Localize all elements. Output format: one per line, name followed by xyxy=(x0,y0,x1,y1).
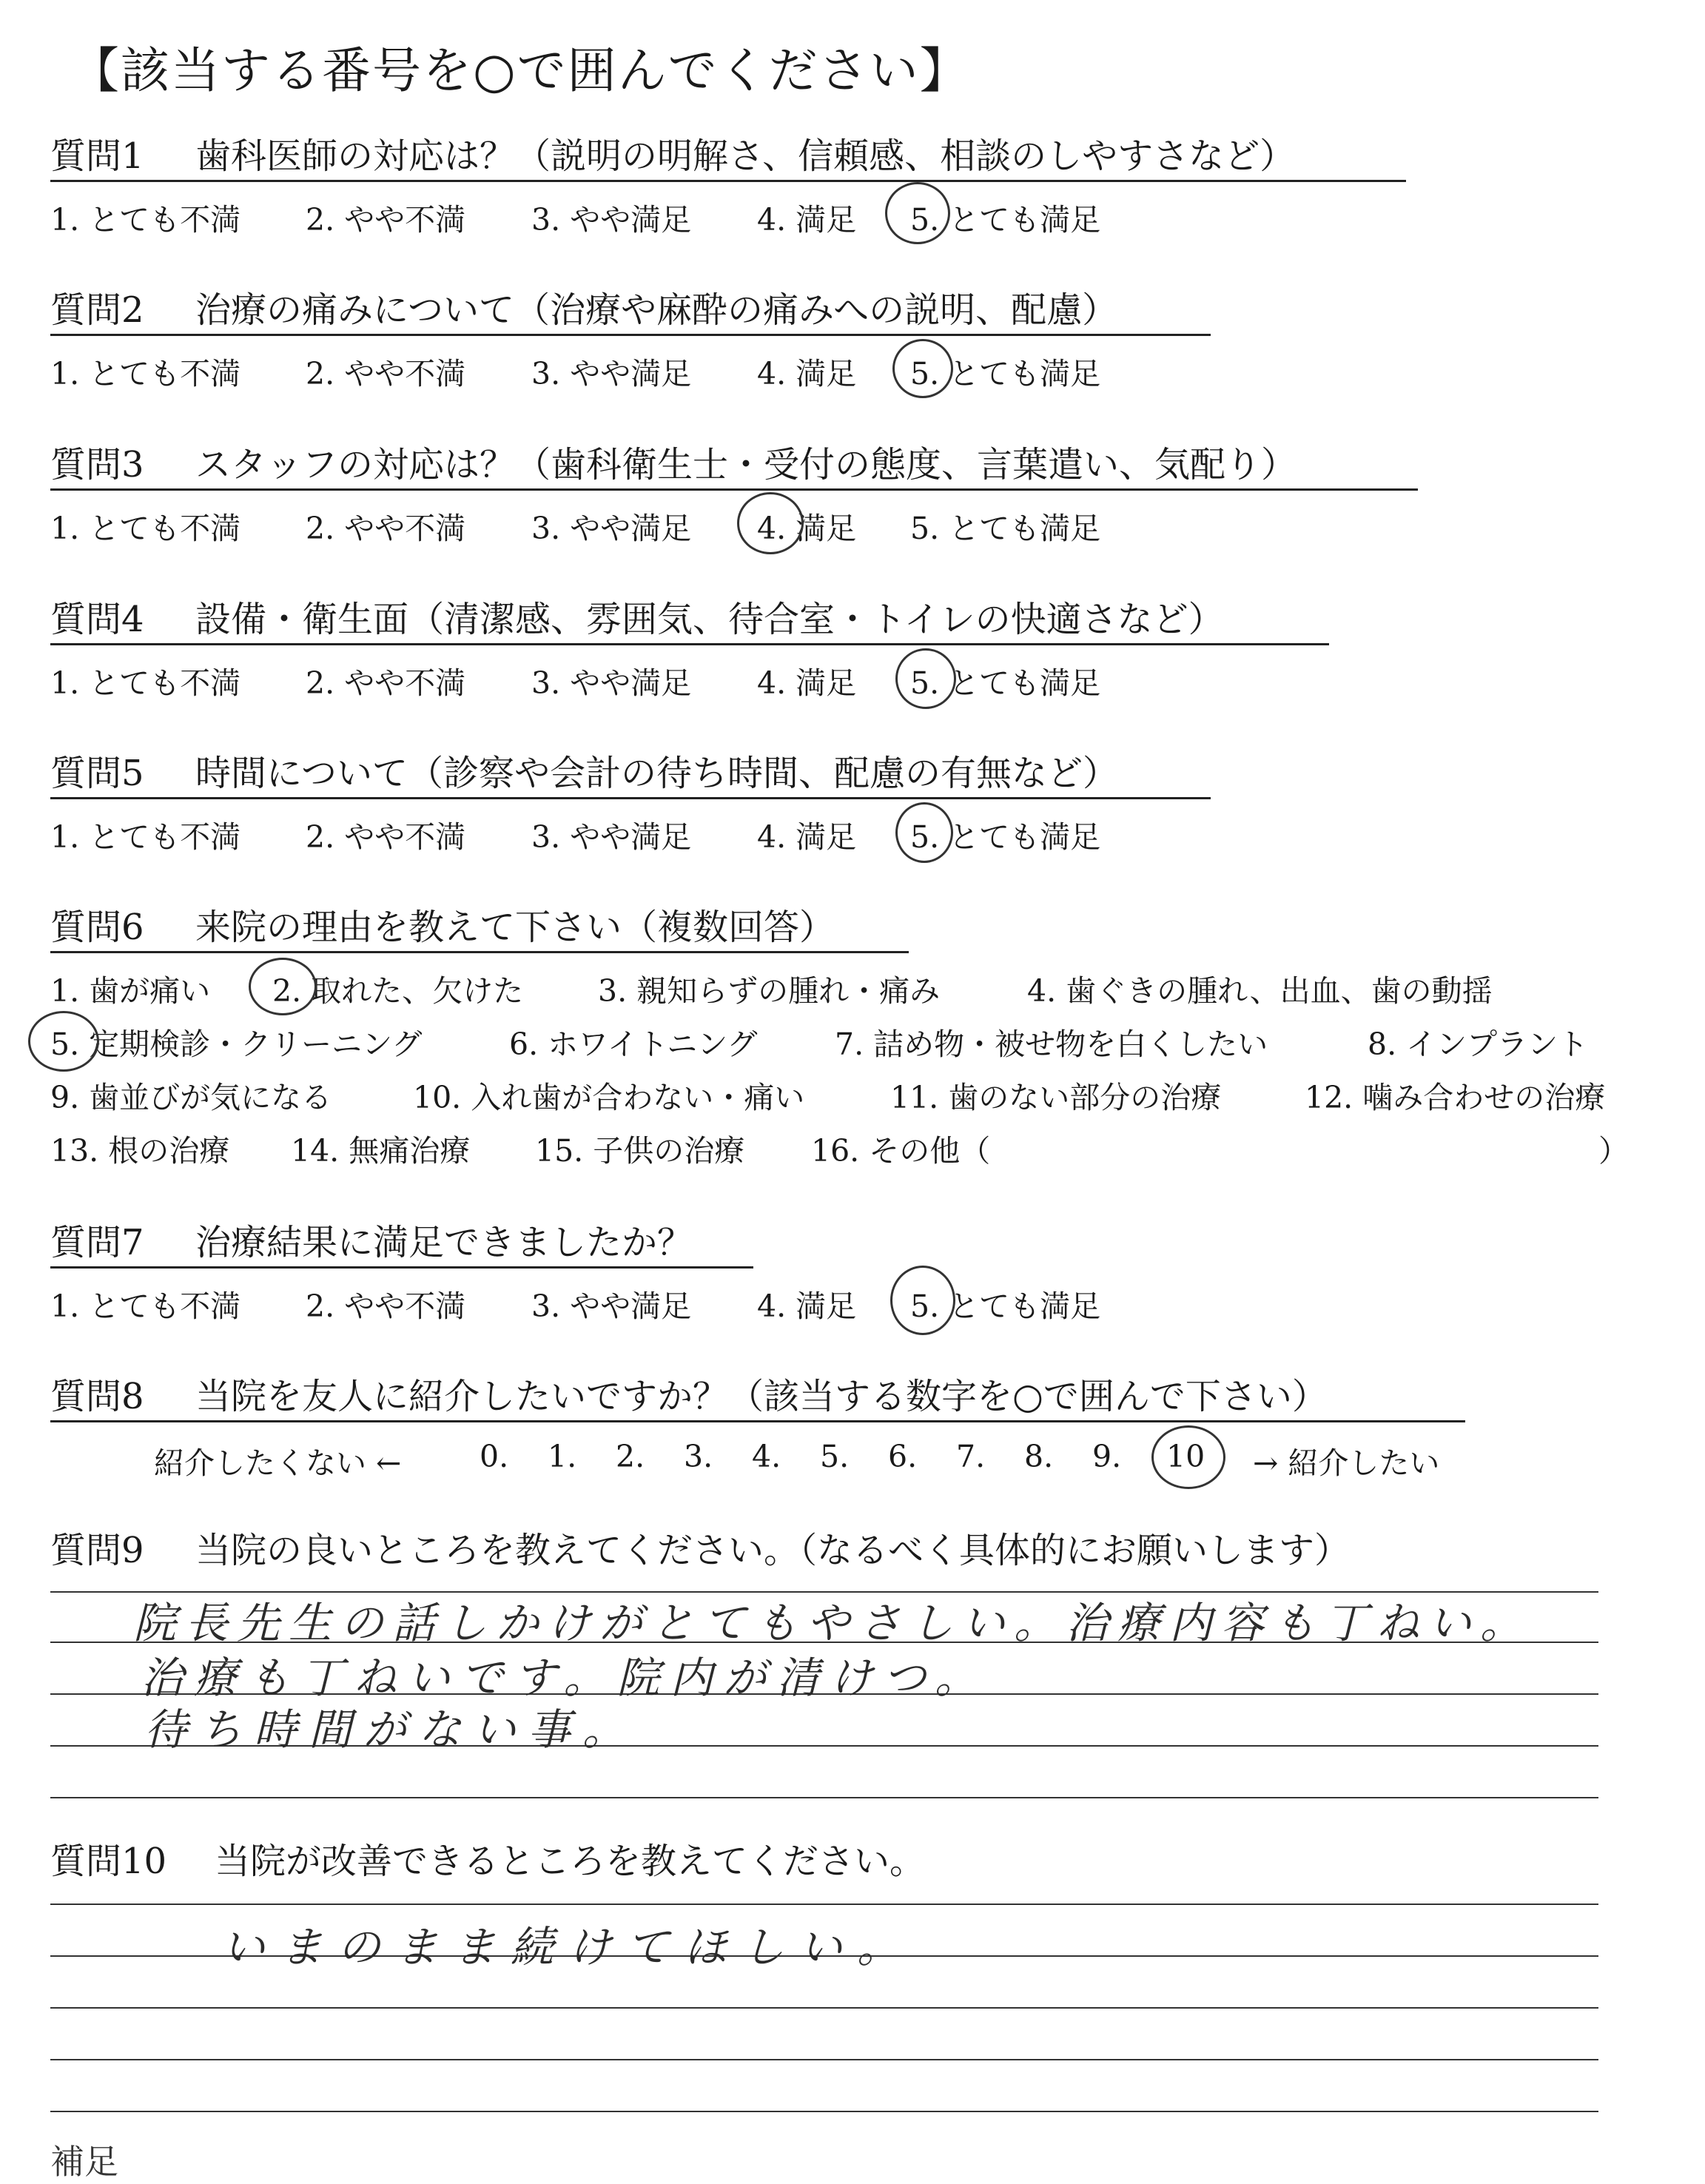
heading-underline xyxy=(50,180,1406,182)
question-heading xyxy=(50,1220,1664,1266)
choice-5[interactable]: 5. とても満足 xyxy=(910,665,1101,701)
scale-right-label: → 紹介したい xyxy=(1253,1445,1440,1481)
answer-line xyxy=(50,1797,1598,1798)
reason-11[interactable]: 11. 歯のない部分の治療 xyxy=(890,1080,1222,1115)
choice-5[interactable]: 5. とても満足 xyxy=(910,819,1101,855)
other-close-paren: ） xyxy=(1598,1133,1629,1169)
reason-12[interactable]: 12. 噛み合わせの治療 xyxy=(1305,1080,1606,1115)
selection-circle xyxy=(28,1011,99,1072)
question-heading xyxy=(50,1838,1664,1884)
choice-1[interactable]: 1. とても不満 xyxy=(50,819,241,855)
question-text: 当院の良いところを教えてください。（なるべく具体的にお願いします） xyxy=(195,1530,1351,1571)
choice-2[interactable]: 2. やや不満 xyxy=(306,511,466,546)
question-number: 質問2 xyxy=(50,289,144,331)
reason-10[interactable]: 10. 入れ歯が合わない・痛い xyxy=(413,1080,805,1115)
choice-5[interactable]: 5. とても満足 xyxy=(910,202,1101,238)
choice-1[interactable]: 1. とても不満 xyxy=(50,511,241,546)
cut-off-footer-text: 補足 xyxy=(50,2142,118,2182)
score-0[interactable]: 0. xyxy=(480,1439,509,1474)
answer-line xyxy=(50,2059,1598,2060)
handwritten-answer-line-1: いまのまま続けてほしい。 xyxy=(222,1922,915,1972)
question-number: 質問6 xyxy=(50,907,144,948)
question-number: 質問3 xyxy=(50,444,144,485)
question-heading xyxy=(50,750,1664,796)
question-number: 質問4 xyxy=(50,599,144,640)
question-heading xyxy=(50,597,1664,642)
selection-circle xyxy=(1151,1425,1225,1489)
choice-row xyxy=(50,659,1664,699)
question-text: 来院の理由を教えて下さい（複数回答） xyxy=(195,907,835,948)
score-5[interactable]: 5. xyxy=(820,1439,850,1474)
question-text: 当院が改善できるところを教えてください。 xyxy=(215,1841,926,1882)
reason-15[interactable]: 15. 子供の治療 xyxy=(535,1133,745,1169)
choice-5[interactable]: 5. とても満足 xyxy=(910,1288,1101,1324)
choice-4[interactable]: 4. 満足 xyxy=(757,356,857,392)
score-2[interactable]: 2. xyxy=(616,1439,645,1474)
selection-circle xyxy=(737,492,804,554)
choice-2[interactable]: 2. やや不満 xyxy=(306,819,466,855)
question-7 xyxy=(50,1220,1664,1322)
choice-1[interactable]: 1. とても不満 xyxy=(50,356,241,392)
question-number: 質問5 xyxy=(50,753,144,794)
score-8[interactable]: 8. xyxy=(1024,1439,1054,1474)
choice-3[interactable]: 3. やや満足 xyxy=(531,202,692,238)
choice-1[interactable]: 1. とても不満 xyxy=(50,1288,241,1324)
score-9[interactable]: 9. xyxy=(1092,1439,1122,1474)
selection-circle xyxy=(885,182,950,244)
score-1[interactable]: 1. xyxy=(548,1439,577,1474)
reason-8[interactable]: 8. インプラント xyxy=(1368,1027,1589,1062)
heading-underline xyxy=(50,488,1418,491)
choice-2[interactable]: 2. やや不満 xyxy=(306,356,466,392)
reason-14[interactable]: 14. 無痛治療 xyxy=(291,1133,471,1169)
selection-circle xyxy=(895,802,953,863)
question-text: 歯科医師の対応は？（説明の明解さ、信頼感、相談のしやすさなど） xyxy=(195,135,1296,177)
choice-row xyxy=(50,1282,1664,1322)
reason-6[interactable]: 6. ホワイトニング xyxy=(509,1027,758,1062)
selection-circle xyxy=(895,648,956,709)
choice-2[interactable]: 2. やや不満 xyxy=(306,202,466,238)
choice-3[interactable]: 3. やや満足 xyxy=(531,356,692,392)
question-heading xyxy=(50,1528,1664,1573)
question-number: 質問7 xyxy=(50,1222,144,1263)
reason-1[interactable]: 1. 歯が痛い xyxy=(50,973,211,1009)
question-heading xyxy=(50,442,1664,488)
choice-3[interactable]: 3. やや満足 xyxy=(531,819,692,855)
question-heading xyxy=(50,1374,1664,1419)
reason-row xyxy=(50,1126,1664,1180)
question-10 xyxy=(50,1838,1664,1884)
choice-4[interactable]: 4. 満足 xyxy=(757,819,857,855)
reason-9[interactable]: 9. 歯並びが気になる xyxy=(50,1080,332,1115)
selection-circle xyxy=(249,958,317,1015)
choice-5[interactable]: 5. とても満足 xyxy=(910,511,1101,546)
recommend-scale xyxy=(50,1439,1664,1480)
choice-row xyxy=(50,813,1664,853)
reason-row xyxy=(50,1073,1664,1126)
question-text: 当院を友人に紹介したいですか？（該当する数字を○で囲んで下さい） xyxy=(195,1376,1328,1417)
choice-3[interactable]: 3. やや満足 xyxy=(531,511,692,546)
question-4 xyxy=(50,597,1664,699)
reason-7[interactable]: 7. 詰め物・被せ物を白くしたい xyxy=(835,1027,1268,1062)
heading-underline xyxy=(50,797,1211,799)
score-3[interactable]: 3. xyxy=(684,1439,713,1474)
choice-5[interactable]: 5. とても満足 xyxy=(910,356,1101,392)
choice-1[interactable]: 1. とても不満 xyxy=(50,665,241,701)
reason-list xyxy=(50,967,1664,1180)
reason-13[interactable]: 13. 根の治療 xyxy=(50,1133,230,1169)
choice-4[interactable]: 4. 満足 xyxy=(757,665,857,701)
question-6 xyxy=(50,904,1664,1180)
question-heading xyxy=(50,133,1664,179)
question-9 xyxy=(50,1528,1664,1573)
question-1 xyxy=(50,133,1664,238)
reason-4[interactable]: 4. 歯ぐきの腫れ、出血、歯の動揺 xyxy=(1027,973,1493,1009)
choice-1[interactable]: 1. とても不満 xyxy=(50,202,241,238)
choice-4[interactable]: 4. 満足 xyxy=(757,511,857,546)
handwritten-answer-line-1: 院長先生の話しかけがとてもやさしい。治療内容も丁ねい。 xyxy=(133,1598,1533,1648)
reason-16[interactable]: 16. その他（ xyxy=(811,1133,991,1169)
reason-row xyxy=(50,1020,1664,1073)
choice-4[interactable]: 4. 満足 xyxy=(757,1288,857,1324)
selection-circle xyxy=(892,339,953,398)
score-6[interactable]: 6. xyxy=(888,1439,918,1474)
selection-circle xyxy=(890,1266,955,1335)
choice-2[interactable]: 2. やや不満 xyxy=(306,1288,466,1324)
question-8 xyxy=(50,1374,1664,1480)
score-4[interactable]: 4. xyxy=(752,1439,781,1474)
choice-row xyxy=(50,504,1664,544)
question-number: 質問10 xyxy=(50,1841,167,1882)
choice-3[interactable]: 3. やや満足 xyxy=(531,1288,692,1324)
heading-underline xyxy=(50,1266,753,1269)
reason-3[interactable]: 3. 親知らずの腫れ・痛み xyxy=(598,973,941,1009)
heading-underline xyxy=(50,951,909,953)
reason-row xyxy=(50,967,1664,1020)
heading-underline xyxy=(50,334,1211,336)
question-number: 質問8 xyxy=(50,1376,144,1417)
heading-underline xyxy=(50,643,1329,645)
choice-row xyxy=(50,195,1664,238)
reason-2[interactable]: 2. 取れた、欠けた xyxy=(272,973,524,1009)
question-number: 質問1 xyxy=(50,135,144,177)
score-7[interactable]: 7. xyxy=(956,1439,986,1474)
question-3 xyxy=(50,442,1664,544)
question-heading xyxy=(50,904,1664,950)
choice-row xyxy=(50,349,1664,392)
scale-left-label: 紹介したくない ← xyxy=(154,1445,402,1481)
question-text: スタッフの対応は？（歯科衛生士・受付の態度、言葉遣い、気配り） xyxy=(195,444,1297,485)
question-number: 質問9 xyxy=(50,1530,144,1571)
score-10[interactable]: 10 xyxy=(1166,1439,1205,1474)
answer-line xyxy=(50,2111,1598,2112)
choice-4[interactable]: 4. 満足 xyxy=(757,202,857,238)
heading-underline xyxy=(50,1420,1465,1422)
page-title: 【該当する番号を○で囲んでください】 xyxy=(70,42,970,99)
question-text: 治療結果に満足できましたか？ xyxy=(195,1222,693,1263)
choice-2[interactable]: 2. やや不満 xyxy=(306,665,466,701)
handwritten-answer-line-3: 待ち時間がない事。 xyxy=(144,1704,638,1755)
question-text: 治療の痛みについて（治療や麻酔の痛みへの説明、配慮） xyxy=(195,289,1118,331)
question-heading xyxy=(50,287,1664,333)
reason-5[interactable]: 5. 定期検診・クリーニング xyxy=(50,1027,423,1062)
choice-3[interactable]: 3. やや満足 xyxy=(531,665,692,701)
answer-line xyxy=(50,2007,1598,2009)
question-2 xyxy=(50,287,1664,392)
answer-line xyxy=(50,1904,1598,1905)
handwritten-answer-line-2: 治療も丁ねいです。院内が清けつ。 xyxy=(141,1653,989,1703)
question-text: 設備・衛生面（清潔感、雰囲気、待合室・トイレの快適さなど） xyxy=(195,599,1224,640)
question-5 xyxy=(50,750,1664,853)
question-text: 時間について（診察や会計の待ち時間、配慮の有無など） xyxy=(195,753,1119,794)
